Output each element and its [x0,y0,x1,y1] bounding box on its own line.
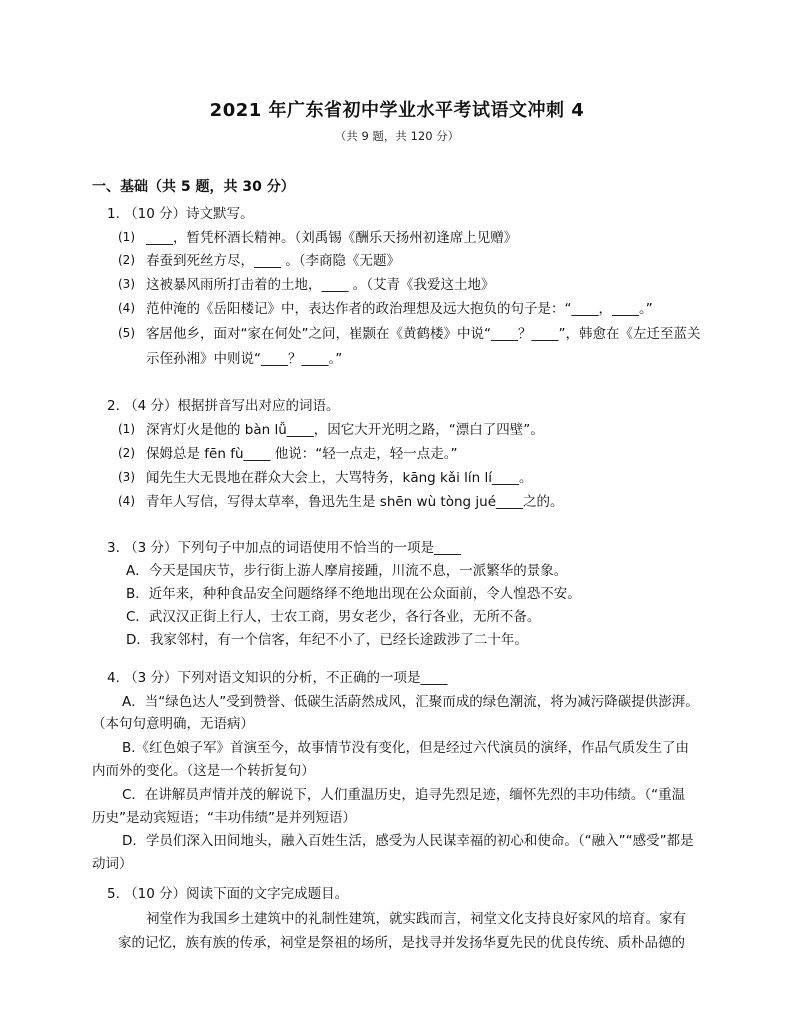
item-number: (4) [118,301,135,315]
page-title: 2021 年广东省初中学业水平考试语文冲刺 4 [209,100,585,121]
item-number: (1) [118,422,135,436]
option-c: C．在讲解员声情并茂的解说下，人们重温历史，追寻先烈足迹，缅怀先烈的丰功伟绩。（“重温 [122,787,686,803]
section-heading: 一、基础（共 5 题，共 30 分） [92,179,295,195]
item-text-continued: 示侄孙湘》中则说“____？____。” [146,351,343,367]
item-text: 保姆总是 fēn fù____ 他说：“轻一点走，轻一点走。” [146,446,458,462]
item-number: (5) [118,326,135,340]
item-number: (1) [118,230,135,244]
option-c: C．武汉汉正街上行人，士农工商，男女老少，各行各业，无所不备。 [126,609,541,625]
item-number: (2) [118,253,135,267]
question-5-stem: 5. （10 分）阅读下面的文字完成题目。 [107,886,349,902]
item-text: 春蚕到死丝方尽，____ 。（李商隐《无题》 [146,253,401,269]
option-b-note: 内而外的变化。（这是一个转折复句） [92,763,315,779]
item-number: (3) [118,277,135,291]
option-b: B.《红色娘子军》首演至今，故事情节没有变化，但是经过六代演员的演绎，作品气质发生了由 [122,740,690,756]
page-subtitle: （共 9 题，共 120 分） [334,129,460,143]
item-text: 这被暴风雨所打击着的土地，____ 。（艾青《我爱这土地》 [146,277,495,293]
question-3-stem: 3. （3 分）下列句子中加点的词语使用不恰当的一项是____ [107,540,462,556]
option-a: A．今天是国庆节，步行街上游人摩肩接踵，川流不息，一派繁华的景象。 [126,563,568,579]
item-number: (4) [118,494,135,508]
option-d: D．学员们深入田间地头，融入百姓生活，感受为人民谋幸福的初心和使命。（“融入”“感受”都是 [122,833,694,849]
option-d-note: 动词） [92,856,133,872]
question-2-stem: 2. （4 分）根据拼音写出对应的词语。 [107,398,340,414]
option-a-note: （本句句意明确，无语病） [92,716,254,732]
option-b: B．近年来，种种食品安全问题络绎不绝地出现在公众面前，令人惶恐不安。 [126,586,581,602]
item-text: 客居他乡，面对“家在何处”之问，崔颢在《黄鹤楼》中说“____？____”，韩愈在《左迁至蓝关 [146,326,701,342]
option-d: D．我家邻村，有一个信客，年纪不小了，已经长途跋涉了二十年。 [126,632,528,648]
passage-line: 家的记忆，族有族的传承，祠堂是祭祖的场所，是找寻并发扬华夏先民的优良传统、质朴品德的 [118,935,685,951]
item-text: 青年人写信，写得太草率，鲁迅先生是 shēn wù tòng jué____之的。 [146,494,564,510]
question-1-stem: 1. （10 分）诗文默写。 [107,206,254,222]
item-text: 闻先生大无畏地在群众大会上，大骂特务，kāng kǎi lín lí____。 [146,470,533,486]
item-number: (2) [118,446,135,460]
item-text: ____，暂凭杯酒长精神。（刘禹锡《酬乐天扬州初逢席上见赠》 [146,230,518,246]
option-c-note: 历史”是动宾短语；“丰功伟绩”是并列短语） [92,810,356,826]
item-text: 深宵灯火是他的 bàn lǚ____，因它大开光明之路，“漂白了四壁”。 [146,422,544,438]
question-4-stem: 4. （3 分）下列对语文知识的分析，不正确的一项是____ [107,670,448,686]
passage-line: 祠堂作为我国乡土建筑中的礼制性建筑，就实践而言，祠堂文化支持良好家风的培育。家有 [146,911,686,927]
item-text: 范仲淹的《岳阳楼记》中，表达作者的政治理想及远大抱负的句子是：“____，____。” [146,301,653,317]
item-number: (3) [118,470,135,484]
option-a: A．当“绿色达人”受到赞誉、低碳生活蔚然成风，汇聚而成的绿色潮流，将为减污降碳提供澎湃。 [122,694,699,710]
